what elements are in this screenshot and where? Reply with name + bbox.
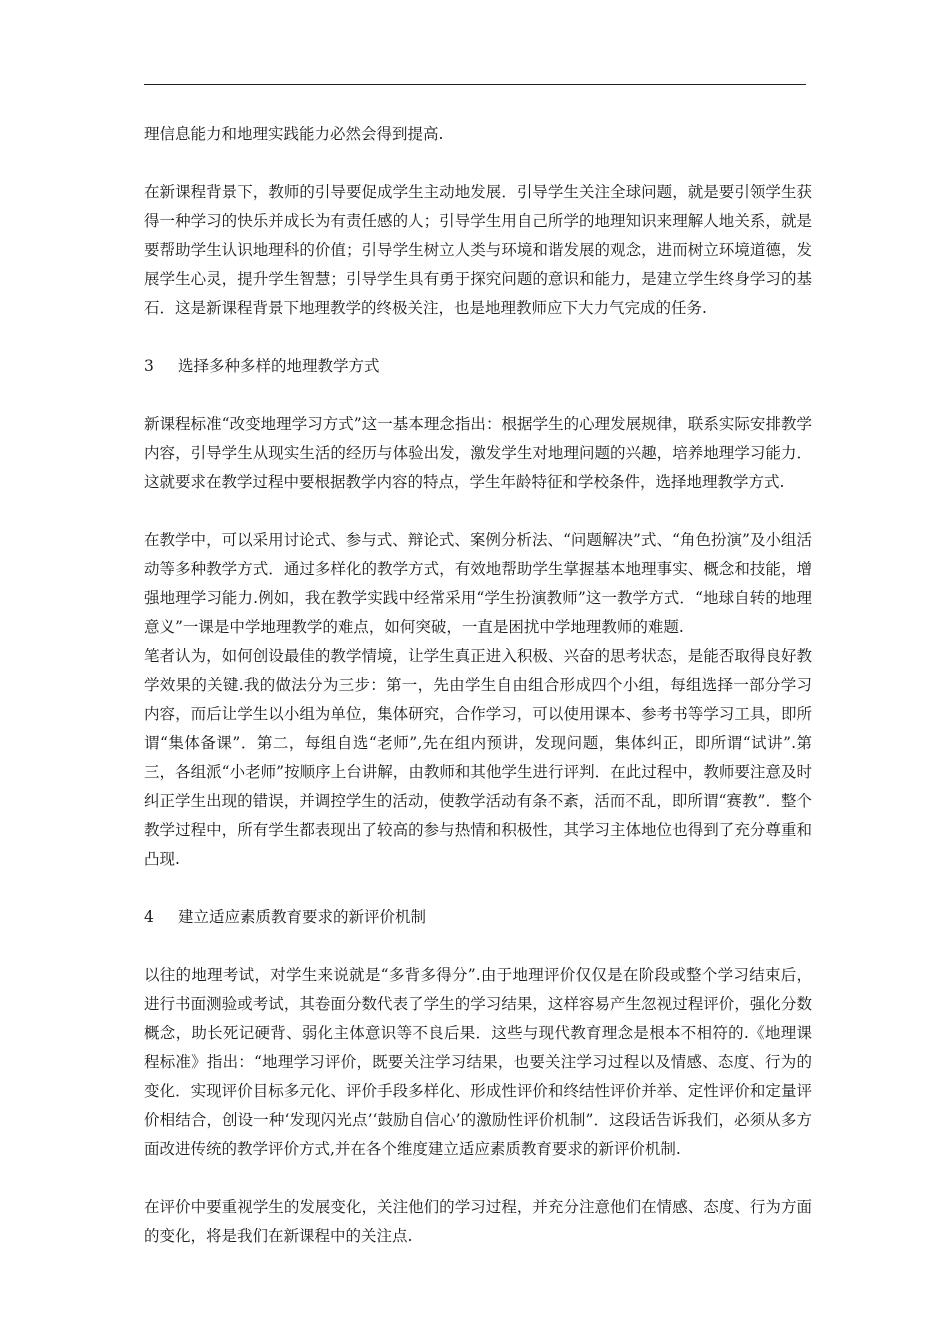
document-body	[144, 120, 812, 1251]
paragraph: 笔者认为，如何创设最佳的教学情境，让学生真正进入积极、兴奋的思考状态，是能否取得良好教学效果的关键.我的做法分为三步：第一，先由学生自由组合形成四个小组，每组选择一部分学习内容，而后让学生以小组为单位，集体研究，合作学习，可以使用课本、参考书等学习工具，即所谓“集体备课”．第二，每组自选“老师”,先在组内预讲，发现问题，集体纠正，即所谓“试讲”.第三，各组派“小老师”按顺序上台讲解，由教师和其他学生进行评判．在此过程中，教师要注意及时纠正学生出现的错误，并调控学生的活动，使教学活动有条不紊，活而不乱，即所谓“赛教”．整个教学过程中，所有学生都表现出了较高的参与热情和积极性，其学习主体地位也得到了充分尊重和凸现.	[144, 647, 812, 868]
paragraph: 新课程标准“改变地理学习方式”这一基本理念指出：根据学生的心理发展规律，联系实际安排教学内容，引导学生从现实生活的经历与体验出发，激发学生对地理问题的兴趣，培养地理学习能力．这就要求在教学过程中要根据教学内容的特点，学生年龄特征和学校条件，选择地理教学方式.	[144, 415, 812, 491]
paragraph: 以往的地理考试，对学生来说就是“多背多得分”.由于地理评价仅仅是在阶段或整个学习结束后，进行书面测验或考试，其卷面分数代表了学生的学习结果，这样容易产生忽视过程评价，强化分数概念，助长死记硬背、弱化主体意识等不良后果．这些与现代教育理念是根本不相符的.《地理课程标准》指出：“地理学习评价，既要关注学习结果，也要关注学习过程以及情感、态度、行为的变化．实现评价目标多元化、评价手段多样化、形成性评价和终结性评价并举、定性评价和定量评价相结合，创设一种‘发现闪光点’‘鼓励自信心’的激励性评价机制”．这段话告诉我们，必须从多方面改进传统的教学评价方式,并在各个维度建立适应素质教育要求的新评价机制.	[144, 966, 812, 1158]
paragraph: 在新课程背景下，教师的引导要促成学生主动地发展．引导学生关注全球问题，就是要引领学生获得一种学习的快乐并成长为有责任感的人；引导学生用自己所学的地理知识来理解人地关系，就是要帮助学生认识地理科的价值；引导学生树立人类与环境和谐发展的观念，进而树立环境道德，发展学生心灵，提升学生智慧；引导学生具有勇于探究问题的意识和能力，是建立学生终身学习的基石．这是新课程背景下地理教学的终极关注，也是地理教师应下大力气完成的任务.	[144, 183, 812, 317]
paragraph: 理信息能力和地理实践能力必然会得到提高.	[144, 125, 444, 143]
section-number: 3	[144, 357, 154, 375]
section-title: 选择多种多样的地理教学方式	[178, 357, 380, 375]
section-title: 建立适应素质教育要求的新评价机制	[178, 908, 427, 926]
section-heading	[144, 352, 812, 381]
paragraph: 在评价中要重视学生的发展变化，关注他们的学习过程，并充分注意他们在情感、态度、行为方面的变化，将是我们在新课程中的关注点.	[144, 1198, 812, 1245]
section-heading	[144, 903, 812, 932]
section-number: 4	[144, 908, 154, 926]
header-rule	[144, 84, 806, 85]
paragraph: 在教学中，可以采用讨论式、参与式、辩论式、案例分析法、“问题解决”式、“角色扮演”及小组活动等多种教学方式．通过多样化的教学方式，有效地帮助学生掌握基本地理事实、概念和技能，增强地理学习能力.例如，我在教学实践中经常采用“学生扮演教师”这一教学方式．“地球自转的地理意义”一课是中学地理教学的难点，如何突破，一直是困扰中学地理教师的难题.	[144, 531, 812, 636]
